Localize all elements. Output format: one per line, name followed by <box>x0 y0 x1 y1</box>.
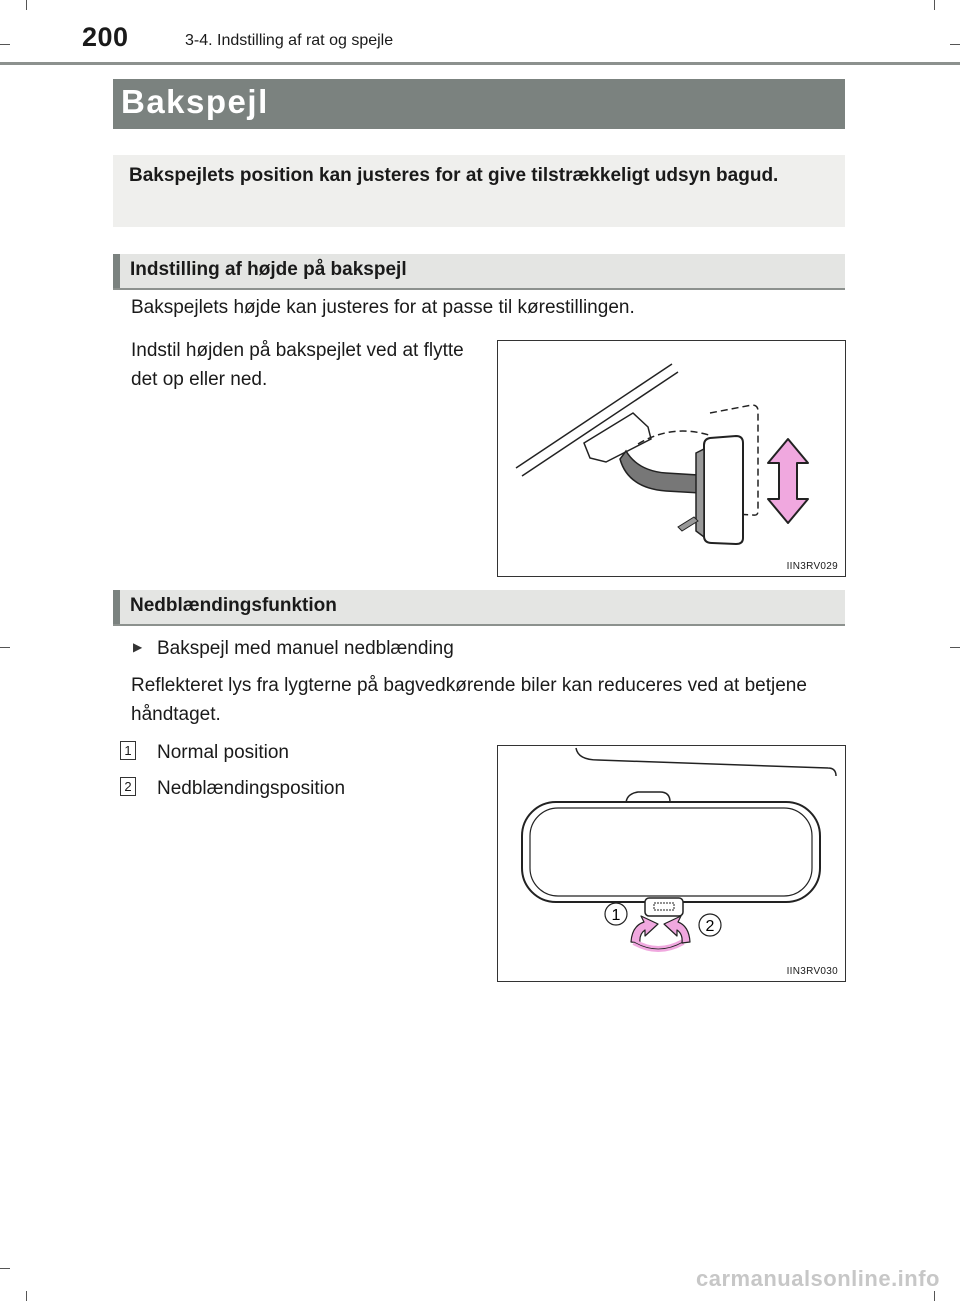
header-divider <box>0 62 960 65</box>
antiglare-bullet: Bakspejl med manuel nedblænding <box>157 638 454 659</box>
figure-code: IIN3RV030 <box>786 966 838 977</box>
watermark: carmanualsonline.info <box>696 1266 940 1291</box>
callout-2-label: 2 <box>705 918 715 935</box>
intro-box <box>113 155 845 227</box>
section-title: Bakspejl <box>121 83 269 120</box>
antiglare-paragraph: Reflekteret lys fra lygterne på bagvedkørende biler kan reduceres ved at betjene håndtaget. <box>131 675 807 725</box>
figure-code: IIN3RV029 <box>786 561 838 572</box>
item-number-2: 2 <box>120 777 136 796</box>
callout-1-label: 1 <box>611 907 621 924</box>
subheading-height <box>113 254 845 290</box>
height-paragraph-1: Bakspejlets højde kan justeres for at passe til kørestillingen. <box>131 297 635 318</box>
figure-mirror-height <box>497 340 846 577</box>
subheading-height-label: Indstilling af højde på bakspejl <box>130 259 407 280</box>
page-number: 200 <box>82 22 129 52</box>
mirror-height-illustration <box>498 341 845 576</box>
subheading-antiglare-label: Nedblændingsfunktion <box>130 595 337 616</box>
bullet-triangle-icon: ▶ <box>133 640 143 654</box>
item-label-normal: Normal position <box>157 742 289 763</box>
intro-text: Bakspejlets position kan justeres for at give tilstrækkeligt udsyn bagud. <box>129 165 779 186</box>
item-label-antiglare: Nedblændingsposition <box>157 778 346 799</box>
section-reference: 3-4. Indstilling af rat og spejle <box>185 32 394 49</box>
mirror-antiglare-illustration <box>498 746 845 981</box>
section-title-bar <box>113 79 845 129</box>
height-paragraph-2: Indstil højden på bakspejlet ved at flytte det op eller ned. <box>131 340 464 390</box>
item-number-1: 1 <box>120 741 136 760</box>
figure-mirror-antiglare <box>497 745 846 982</box>
subheading-antiglare <box>113 590 845 626</box>
